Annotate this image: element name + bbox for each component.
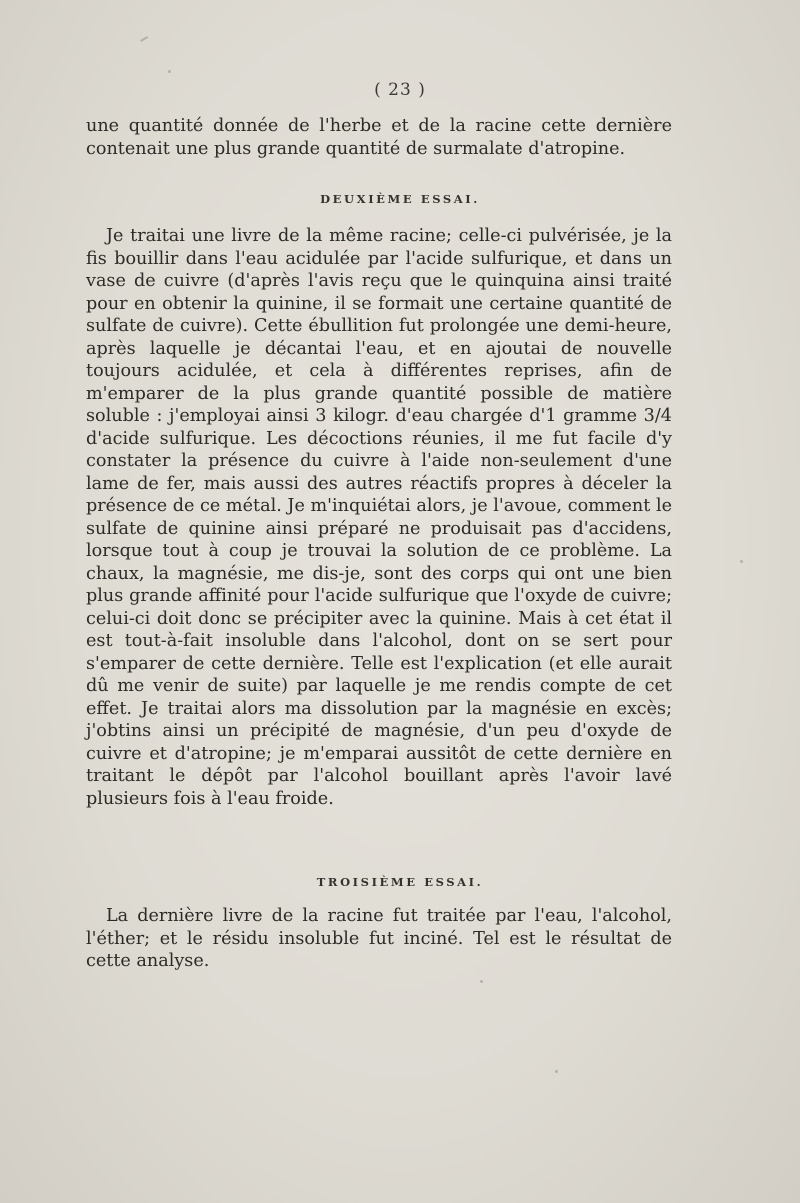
- section3-paragraph: La dernière livre de la racine fut traitée par l'eau, l'alcohol, l'éther; et le résidu insoluble fut inciné. Tel est le résultat de cette analyse.: [86, 906, 672, 971]
- paper-speck: [168, 70, 171, 73]
- section-heading-troisieme-essai: TROISIÈME ESSAI.: [316, 875, 484, 889]
- section-heading-deuxieme-essai: DEUXIÈME ESSAI.: [320, 192, 480, 206]
- intro-paragraph: une quantité donnée de l'herbe et de la racine cette dernière contenait une plus grande quantité de surmalate d'atropine.: [86, 116, 672, 159]
- paper-mark: [140, 36, 148, 41]
- paper-speck: [555, 1070, 558, 1073]
- section2-paragraph-block: [86, 225, 672, 810]
- paper-speck: [740, 560, 743, 563]
- page-number: ( 23 ): [374, 80, 426, 100]
- paper-speck: [480, 980, 483, 983]
- section2-paragraph: Je traitai une livre de la même racine; celle-ci pulvérisée, je la fis bouillir dans l'eau acidulée par l'acide sulfurique, et dans un vase de cuivre (d'après l'avis reçu que le quinquina ainsi traité pour en obtenir la quinine, il se formait une certaine quantité de sulfate de cuivre). Cette ébullition fut prolongée une demi-heure, après laquelle je décantai l'eau, et en ajoutai de nouvelle toujours acidulée, et cela à différentes reprises, afin de m'emparer de la plus grande quantité possible de matière soluble : j'employai ainsi 3 kilogr. d'eau chargée d'1 gramme 3/4 d'acide sulfurique. Les décoctions réunies, il me fut facile d'y constater la présence du cuivre à l'aide non-seulement d'une lame de fer, mais aussi des autres réactifs propres à déceler la présence de ce métal. Je m'inquiétai alors, je l'avoue, comment le sulfate de quinine ainsi préparé ne produisait pas d'accidens, lorsque tout à coup je trouvai la solution de ce problème. La chaux, la magnésie, me dis-je, sont des corps qui ont une bien plus grande affinité pour l'acide sulfurique que l'oxyde de cuivre; celui-ci doit donc se précipiter avec la quinine. Mais à cet état il est tout-à-fait insoluble dans l'alcohol, dont on se sert pour s'emparer de cette dernière. Telle est l'explication (et elle aurait dû me venir de suite) par laquelle je me rendis compte de cet effet. Je traitai alors ma dissolution par la magnésie en excès; j'obtins ainsi un précipité de magnésie, d'un peu d'oxyde de cuivre et d'atropine; je m'emparai aussitôt de cette dernière en traitant le dépôt par l'alcohol bouillant après l'avoir lavé plusieurs fois à l'eau froide.: [86, 226, 672, 809]
- section3-paragraph-block: [86, 905, 672, 973]
- intro-paragraph-block: [86, 115, 672, 160]
